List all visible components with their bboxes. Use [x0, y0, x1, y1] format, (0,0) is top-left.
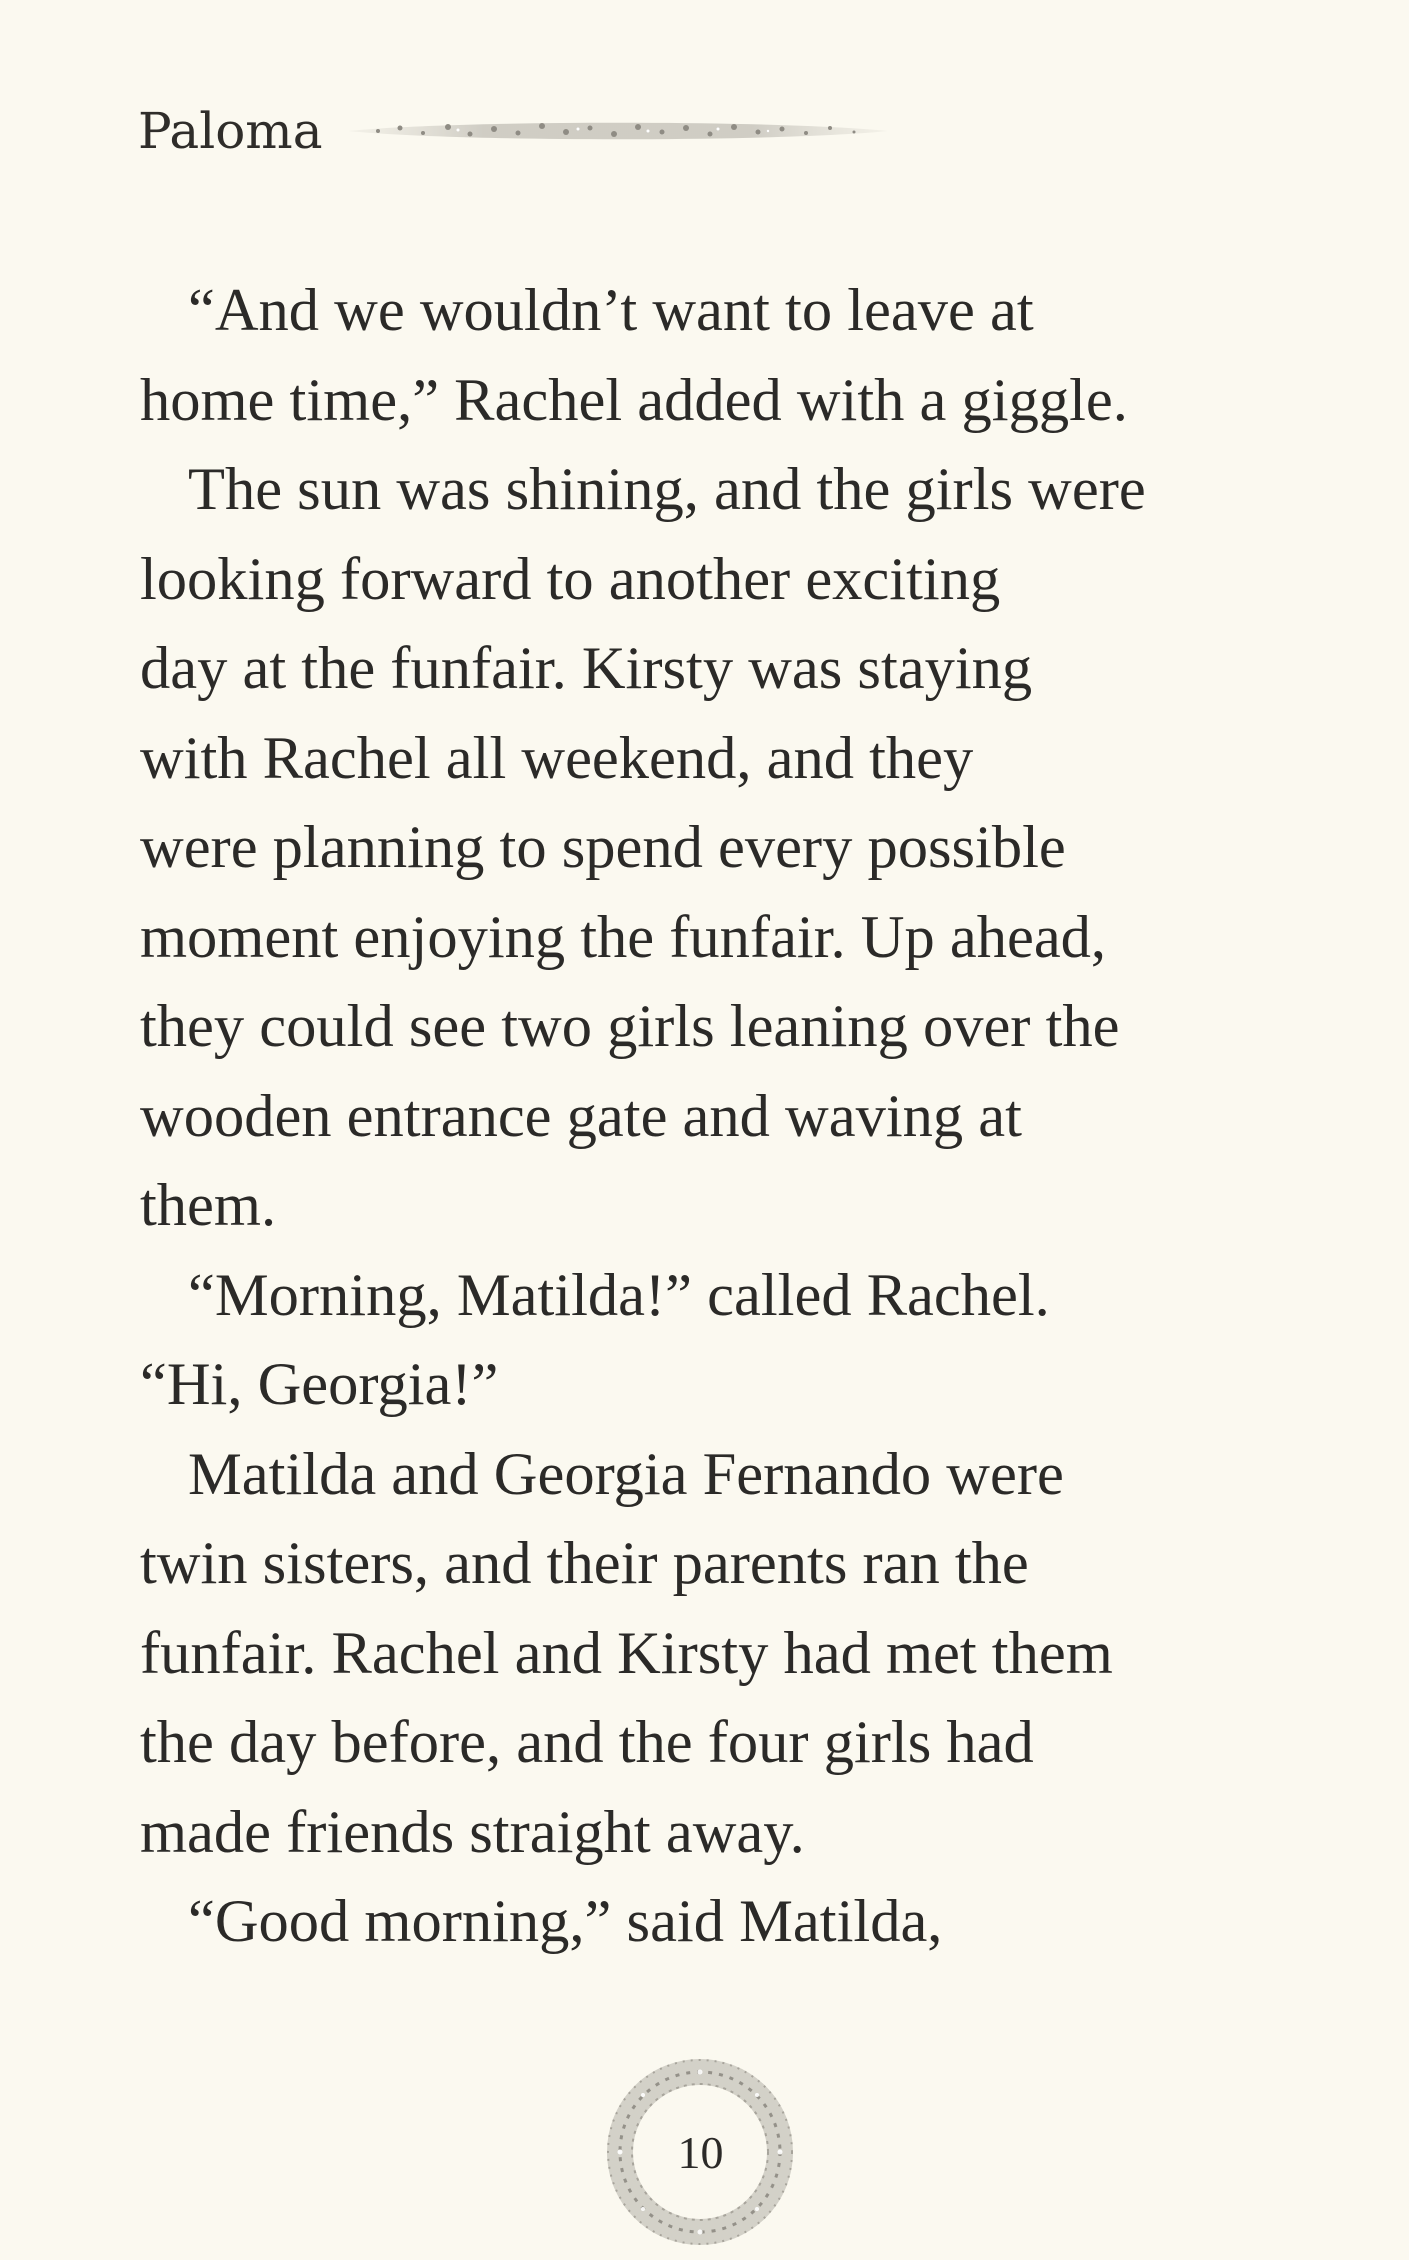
text-line: funfair. Rachel and Kirsty had met them [140, 1619, 1113, 1687]
text-line: made friends straight away. [140, 1798, 805, 1866]
glitter-flourish-icon [338, 114, 898, 148]
text-line: home time,” Rachel added with a giggle. [140, 366, 1128, 434]
body-text [140, 266, 1280, 1967]
text-line: “And we wouldn’t want to leave at [188, 277, 1034, 344]
running-header [138, 96, 778, 166]
running-title: Paloma [138, 102, 323, 160]
page-number: 10 [677, 2127, 724, 2178]
text-line: Matilda and Georgia Fernando were [188, 1440, 1064, 1508]
text-line: The sun was shining, and the girls were [188, 456, 1146, 523]
text-line: wooden entrance gate and waving at [140, 1082, 1022, 1150]
text-line: “Morning, Matilda!” called Rachel. [188, 1261, 1050, 1329]
text-line: looking forward to another exciting [140, 545, 1001, 613]
text-line: were planning to spend every possible [140, 814, 1066, 881]
text-line: they could see two girls leaning over the [140, 993, 1120, 1060]
text-line: “Good morning,” said Matilda, [188, 1888, 943, 1955]
text-line: moment enjoying the funfair. Up ahead, [140, 903, 1107, 971]
text-line: twin sisters, and their parents ran the [140, 1530, 1029, 1597]
text-line: the day before, and the four girls had [140, 1709, 1034, 1776]
text-line: with Rachel all weekend, and they [140, 724, 974, 792]
page-number-badge [593, 2045, 808, 2260]
text-line: day at the funfair. Kirsty was staying [140, 635, 1033, 702]
text-line: them. [140, 1172, 277, 1239]
text-line: “Hi, Georgia!” [140, 1351, 499, 1418]
